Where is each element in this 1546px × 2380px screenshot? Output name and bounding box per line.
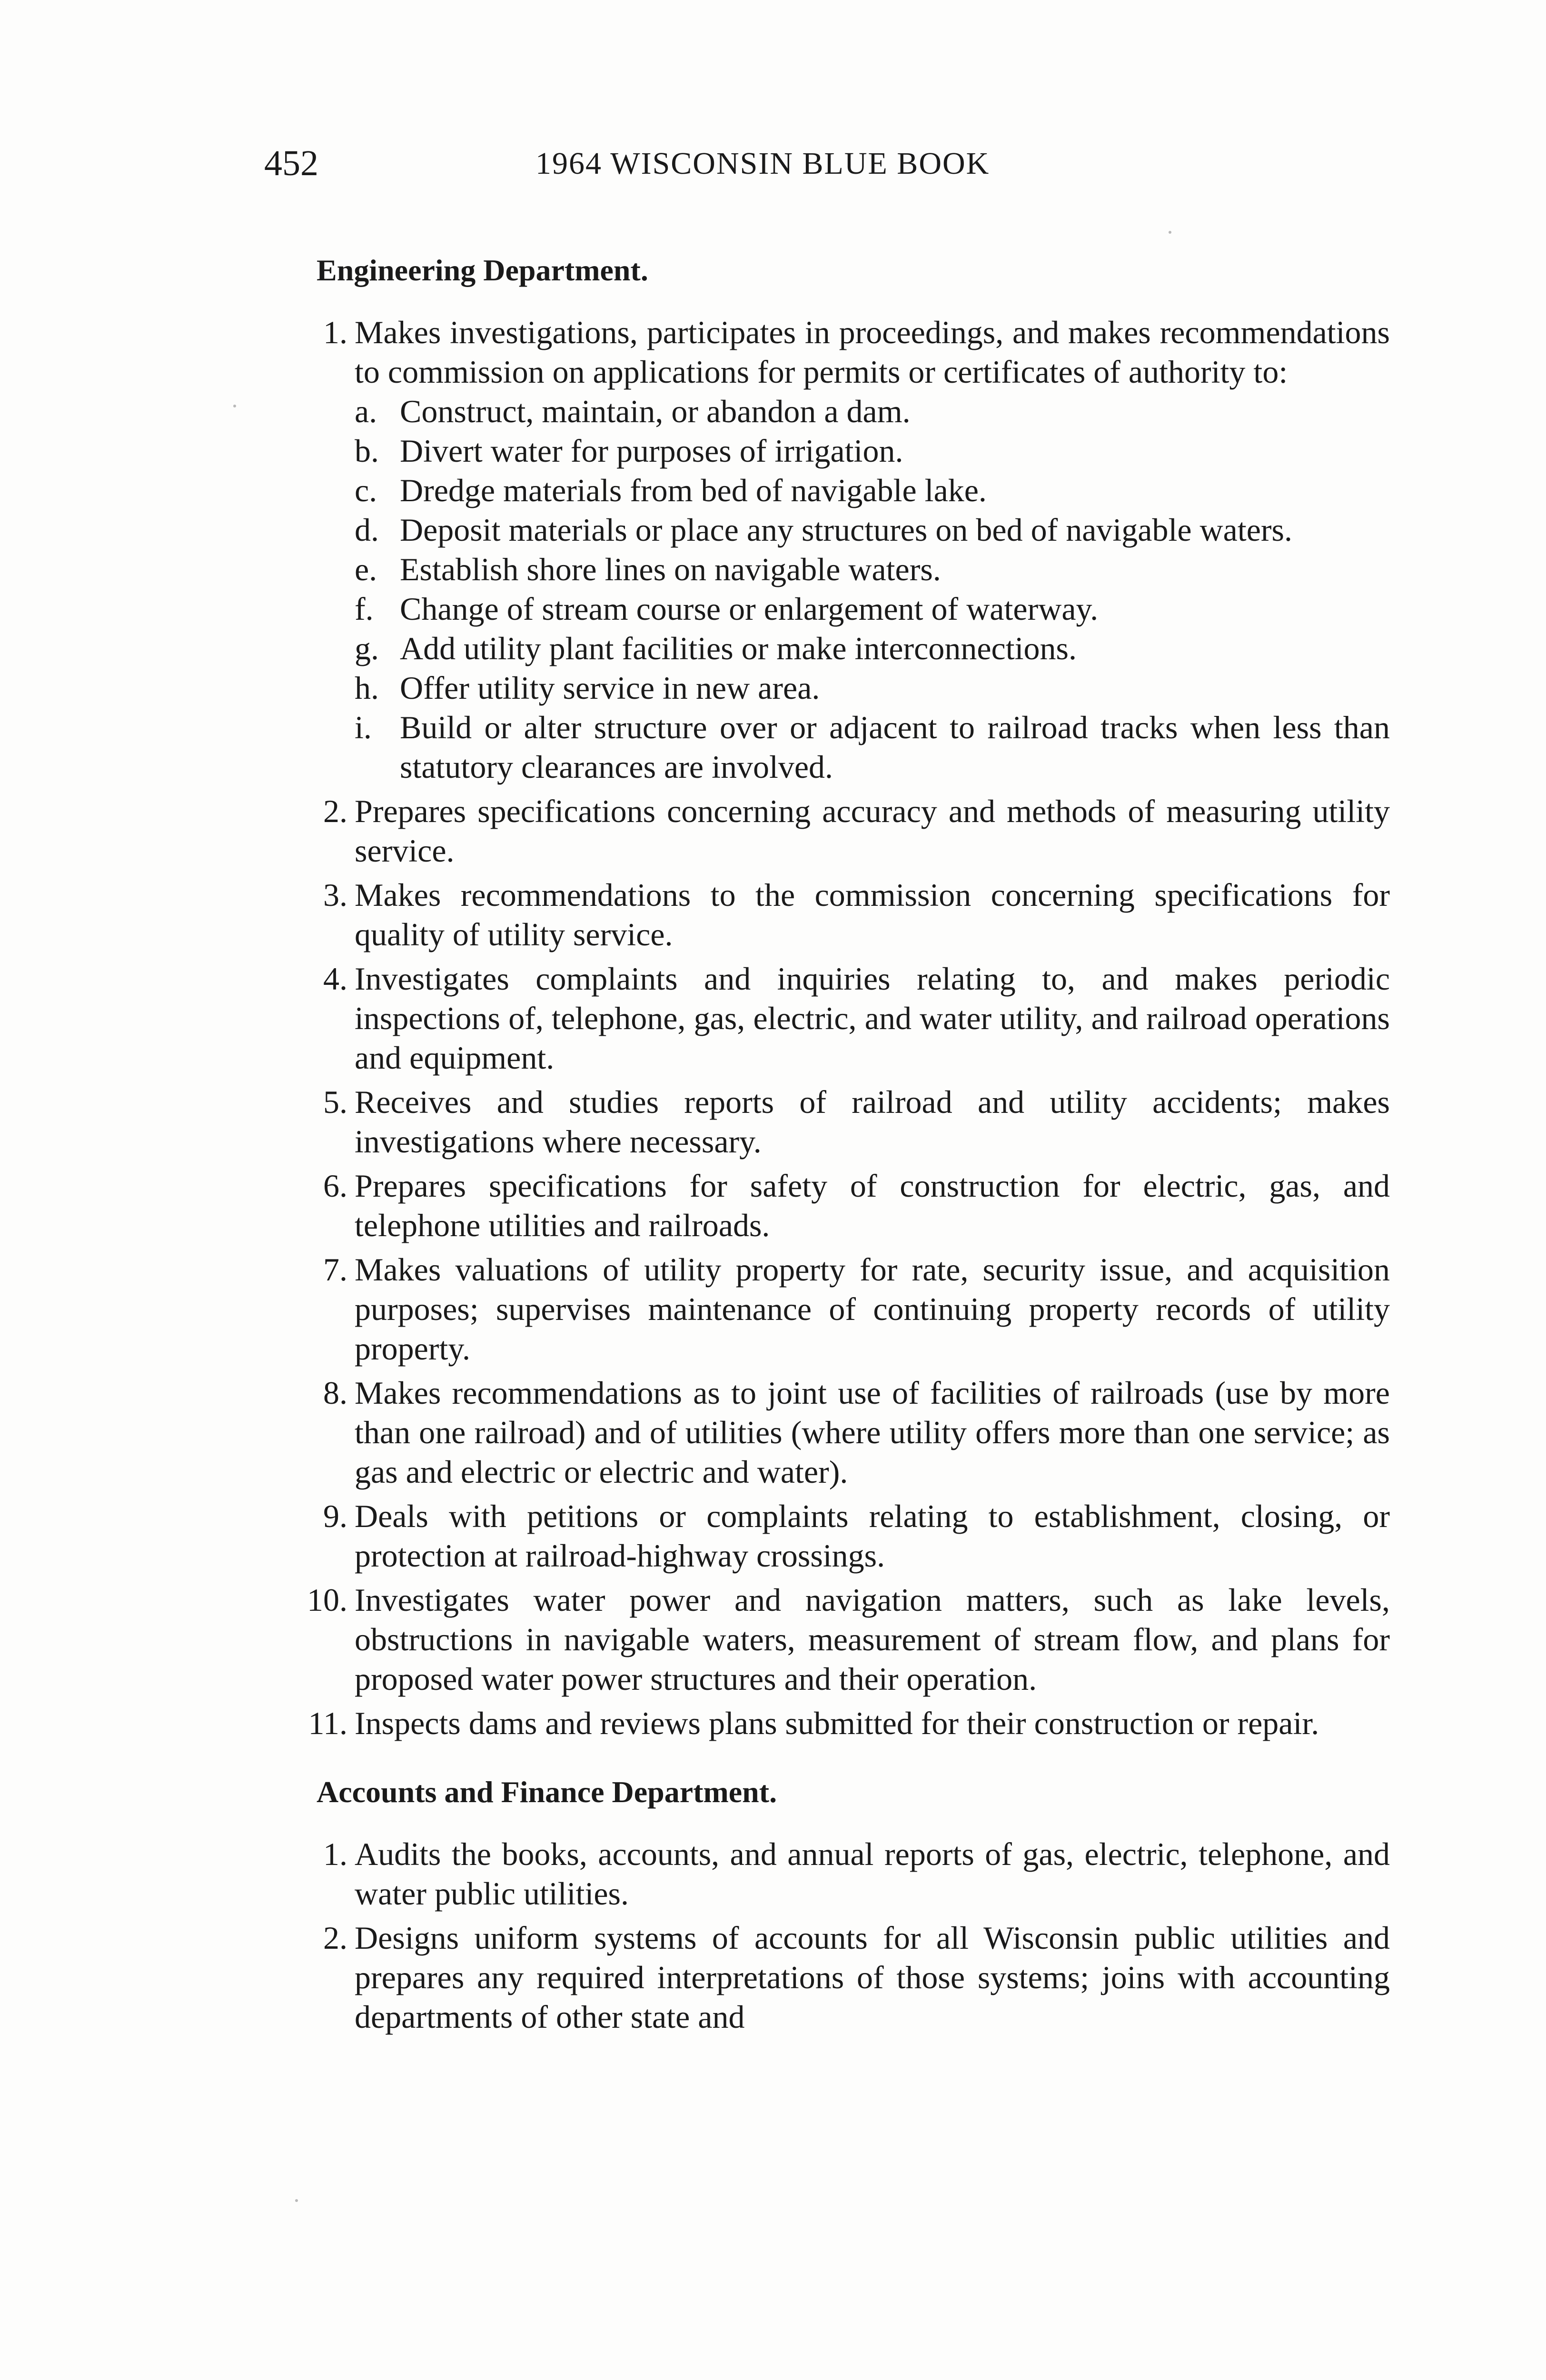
item-number: 11.: [308, 1705, 347, 1741]
paper-speck: [1169, 231, 1171, 234]
sub-letter: f.: [355, 591, 374, 627]
paper-speck: [233, 405, 236, 407]
sub-text: Change of stream course or enlargement of waterway.: [400, 591, 1099, 627]
item-number: 7.: [323, 1251, 347, 1288]
item-number: 9.: [323, 1498, 347, 1534]
sub-text: Add utility plant facilities or make interconnections.: [400, 630, 1077, 666]
sub-item: [355, 629, 1390, 668]
item-number: 5.: [323, 1084, 347, 1120]
list-item: [317, 1250, 1390, 1368]
sub-letter: e.: [355, 551, 377, 587]
item-text: Designs uniform systems of accounts for all Wisconsin public utilities and prepares any required interpretations of those systems; joins with accounting departments of other state and: [355, 1920, 1390, 2035]
page-body: [307, 250, 1390, 2042]
sub-text: Build or alter structure over or adjacent to railroad tracks when less than statutory clearances are involved.: [400, 709, 1390, 785]
list-item: [307, 1580, 1390, 1699]
list-item: [317, 875, 1390, 954]
list-item: [317, 313, 1390, 787]
sub-letter: b.: [355, 433, 379, 469]
sub-item: [355, 550, 1390, 589]
item-number: 1.: [323, 1836, 347, 1872]
item-text: Makes valuations of utility property for rate, security issue, and acquisition purposes; supervises maintenance of continuing property records of utility property.: [355, 1251, 1390, 1367]
sub-letter: g.: [355, 630, 379, 666]
list-item: [317, 1166, 1390, 1245]
item-text: Audits the books, accounts, and annual reports of gas, electric, telephone, and water public utilities.: [355, 1836, 1390, 1912]
item-number: 2.: [323, 1920, 347, 1956]
sub-item: [355, 589, 1390, 629]
sub-item: [355, 471, 1390, 510]
paper-speck: [295, 2199, 298, 2202]
list-item: [317, 1082, 1390, 1161]
accounts-heading: Accounts and Finance Department.: [317, 1775, 777, 1809]
accounts-list: [317, 1835, 1390, 2037]
item-text: Prepares specifications for safety of construction for electric, gas, and telephone utilities and railroads.: [355, 1168, 1390, 1243]
item-text: Makes recommendations as to joint use of facilities of railroads (use by more than one railroad) and of utilities (where utility offers more than one service; as gas and electric or electric and water).: [355, 1375, 1390, 1490]
list-item: [317, 1918, 1390, 2037]
page-header: [264, 143, 1387, 200]
sub-letter: i.: [355, 709, 372, 745]
sub-item: [355, 431, 1390, 471]
sub-letter: a.: [355, 393, 377, 429]
sub-list: [355, 392, 1390, 787]
sub-letter: h.: [355, 670, 379, 706]
page-number: 452: [264, 143, 318, 183]
sub-text: Divert water for purposes of irrigation.: [400, 433, 903, 469]
item-number: 8.: [323, 1375, 347, 1411]
item-text: Investigates water power and navigation matters, such as lake levels, obstructions in navigable waters, measurement of stream flow, and plans for proposed water power structures and their operation.: [355, 1582, 1390, 1697]
engineering-heading: Engineering Department.: [317, 253, 648, 287]
sub-letter: d.: [355, 512, 379, 548]
item-number: 2.: [323, 793, 347, 829]
item-number: 4.: [323, 961, 347, 997]
sub-item: [355, 668, 1390, 708]
sub-item: [355, 392, 1390, 431]
sub-item: [355, 510, 1390, 550]
item-text: Deals with petitions or complaints relating to establishment, closing, or protection at railroad-highway crossings.: [355, 1498, 1390, 1574]
list-item: [317, 1373, 1390, 1492]
engineering-list: [307, 313, 1390, 1743]
sub-text: Deposit materials or place any structures on bed of navigable waters.: [400, 512, 1293, 548]
item-number: 1.: [323, 314, 347, 350]
list-item: [317, 792, 1390, 871]
sub-text: Establish shore lines on navigable waters.: [400, 551, 941, 587]
list-item: [308, 1704, 1390, 1743]
item-text: Investigates complaints and inquiries relating to, and makes periodic inspections of, telephone, gas, electric, and water utility, and railroad operations and equipment.: [355, 961, 1390, 1076]
sub-letter: c.: [355, 472, 377, 508]
running-title: 1964 WISCONSIN BLUE BOOK: [535, 146, 990, 181]
item-text: Prepares specifications concerning accuracy and methods of measuring utility service.: [355, 793, 1390, 869]
item-text: Makes recommendations to the commission concerning specifications for quality of utility service.: [355, 877, 1390, 952]
item-number: 6.: [323, 1168, 347, 1204]
item-text: Makes investigations, participates in proceedings, and makes recommendations to commission on applications for permits or certificates of authority to:: [355, 314, 1390, 390]
item-text: Receives and studies reports of railroad and utility accidents; makes investigations where necessary.: [355, 1084, 1390, 1160]
item-number: 10.: [307, 1582, 347, 1618]
sub-text: Construct, maintain, or abandon a dam.: [400, 393, 911, 429]
item-text: Inspects dams and reviews plans submitted for their construction or repair.: [355, 1705, 1319, 1741]
list-item: [317, 959, 1390, 1078]
sub-item: [355, 708, 1390, 787]
sub-text: Offer utility service in new area.: [400, 670, 820, 706]
item-number: 3.: [323, 877, 347, 913]
list-item: [317, 1835, 1390, 1914]
sub-text: Dredge materials from bed of navigable lake.: [400, 472, 987, 508]
list-item: [317, 1497, 1390, 1576]
